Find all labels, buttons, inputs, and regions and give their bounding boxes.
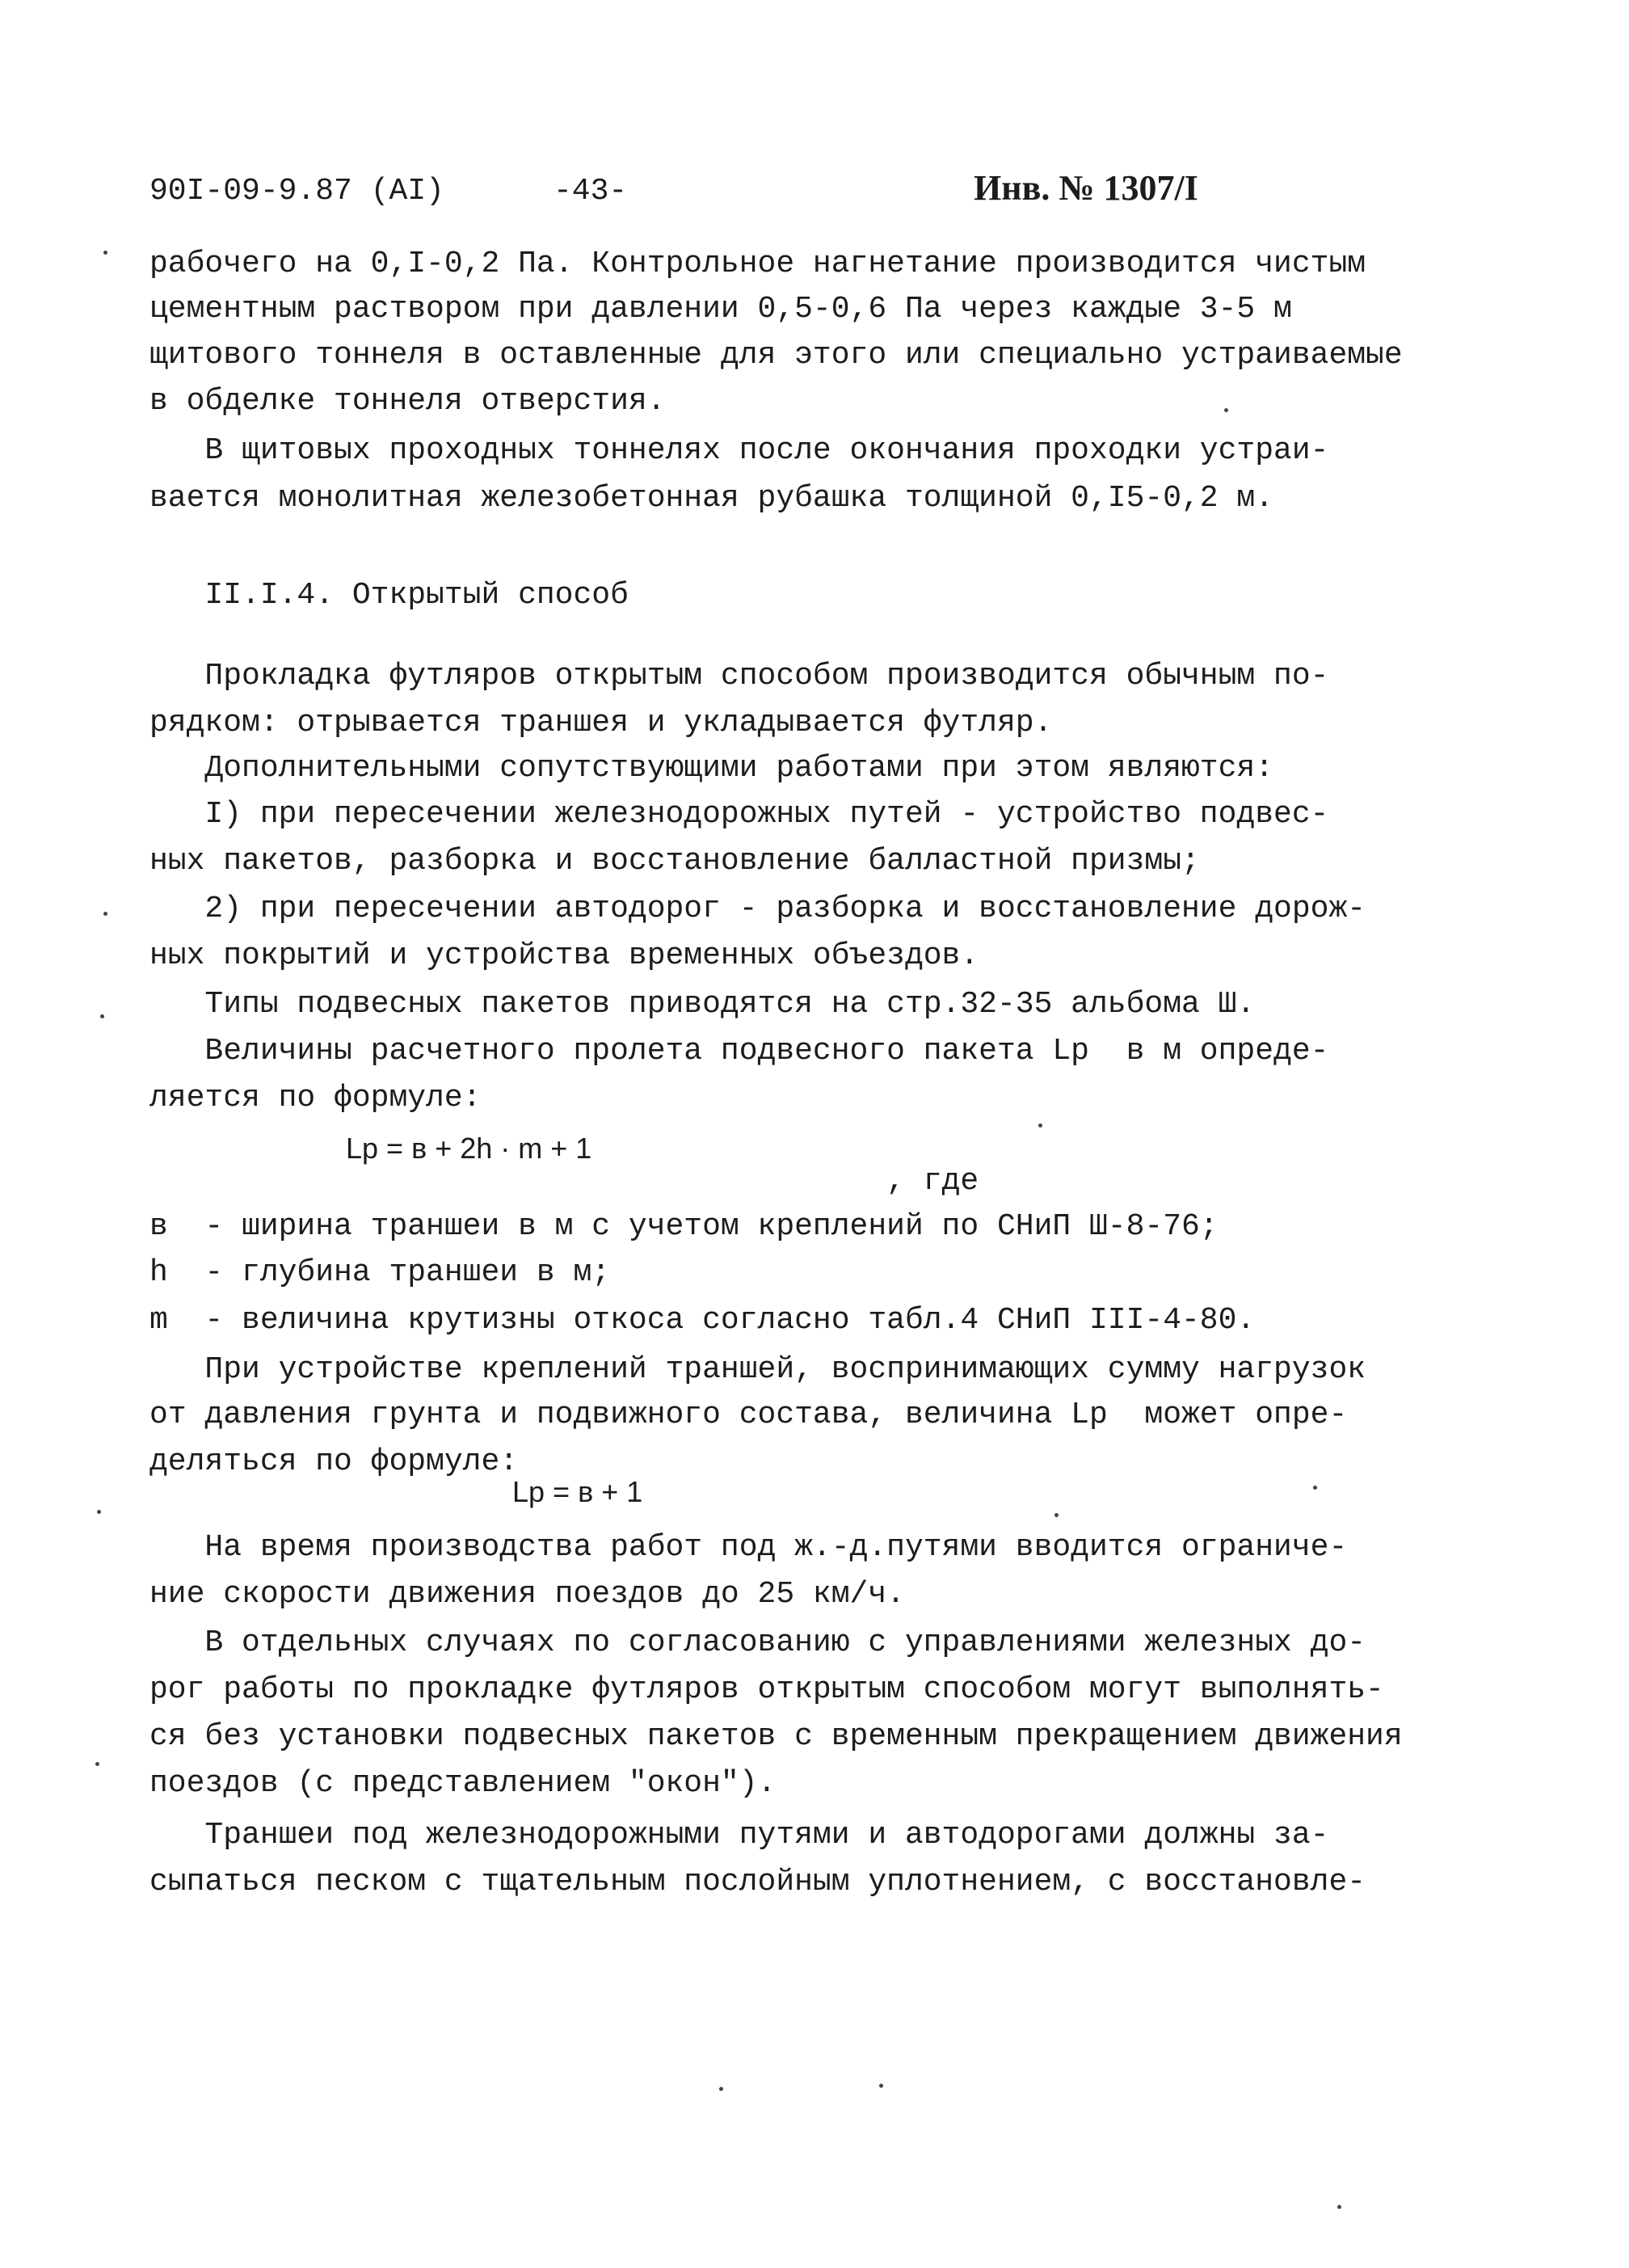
text-line: сыпаться песком с тщательным послойным уплотнением, с восстановле- xyxy=(149,1865,1366,1899)
scan-speck xyxy=(719,2087,723,2091)
text-line: В отдельных случаях по согласованию с управлениями железных до- xyxy=(149,1625,1366,1660)
scan-speck xyxy=(103,912,107,916)
page-number: -43- xyxy=(554,174,628,209)
scan-speck xyxy=(1337,2205,1341,2209)
scan-speck xyxy=(95,1762,99,1766)
formula-span-length: Lр = в + 2h · m + 1 xyxy=(346,1132,592,1165)
inventory-number: Инв. № 1307/I xyxy=(974,168,1198,208)
text-line: ляется по формуле: xyxy=(149,1081,482,1115)
text-line: Типы подвесных пакетов приводятся на стр.32-35 альбома Ш. xyxy=(149,987,1256,1022)
text-line: Величины расчетного пролета подвесного пакета Lр в м опреде- xyxy=(149,1034,1329,1069)
scan-speck xyxy=(879,2084,883,2088)
definition-line: h - глубина траншеи в м; xyxy=(149,1255,611,1290)
text-line: Дополнительными сопутствующими работами при этом являются: xyxy=(149,751,1274,786)
text-line: 2) при пересечении автодорог - разборка и восстановление дорож- xyxy=(149,892,1366,926)
text-line: При устройстве креплений траншей, воспринимающих сумму нагрузок xyxy=(149,1352,1366,1387)
text-line: рог работы по прокладке футляров открытым способом могут выполнять- xyxy=(149,1672,1384,1707)
scan-speck xyxy=(1313,1486,1317,1490)
formula-span-length-simple: Lр = в + 1 xyxy=(512,1475,643,1508)
text-line: от давления грунта и подвижного состава, величина Lр может опре- xyxy=(149,1397,1348,1432)
scan-speck xyxy=(100,1014,104,1018)
document-code: 90I-09-9.87 (AI) xyxy=(149,174,444,209)
text-line: щитового тоннеля в оставленные для этого или специально устраиваемые xyxy=(149,338,1403,373)
scan-speck xyxy=(97,1510,101,1514)
text-line: в обделке тоннеля отверстия. xyxy=(149,384,666,419)
text-line: ние скорости движения поездов до 25 км/ч. xyxy=(149,1577,905,1612)
text-line: рядком: отрывается траншея и укладывается футляр. xyxy=(149,706,1053,740)
text-line: На время производства работ под ж.-д.путями вводится ограниче- xyxy=(149,1530,1348,1565)
definition-line: m - величина крутизны откоса согласно табл.4 СНиП III-4-80. xyxy=(149,1303,1256,1338)
text-line: Траншеи под железнодорожными путями и автодорогами должны за- xyxy=(149,1818,1329,1853)
definition-line: в - ширина траншеи в м с учетом креплений по СНиП Ш-8-76; xyxy=(149,1209,1219,1244)
text-line: , где xyxy=(149,1164,979,1199)
text-line: ся без установки подвесных пакетов с временным прекращением движения xyxy=(149,1719,1403,1754)
text-line: ных покрытий и устройства временных объездов. xyxy=(149,938,979,973)
scan-speck xyxy=(1224,408,1228,412)
scan-speck xyxy=(103,251,107,255)
text-line: В щитовых проходных тоннелях после окончания проходки устраи- xyxy=(149,433,1329,468)
section-heading: II.I.4. Открытый способ xyxy=(149,578,629,613)
text-line: деляться по формуле: xyxy=(149,1444,519,1479)
text-line: вается монолитная железобетонная рубашка толщиной 0,I5-0,2 м. xyxy=(149,481,1274,516)
text-line: рабочего на 0,I-0,2 Па. Контрольное нагнетание производится чистым xyxy=(149,247,1366,281)
text-line: поездов (с представлением "окон"). xyxy=(149,1766,777,1801)
text-line: ных пакетов, разборка и восстановление балластной призмы; xyxy=(149,844,1200,879)
scan-speck xyxy=(1054,1513,1059,1517)
scan-speck xyxy=(1038,1123,1042,1128)
text-line: I) при пересечении железнодорожных путей - устройство подвес- xyxy=(149,797,1329,832)
text-line: цементным раствором при давлении 0,5-0,6 Па через каждые 3-5 м xyxy=(149,292,1292,327)
text-line: Прокладка футляров открытым способом производится обычным по- xyxy=(149,659,1329,693)
